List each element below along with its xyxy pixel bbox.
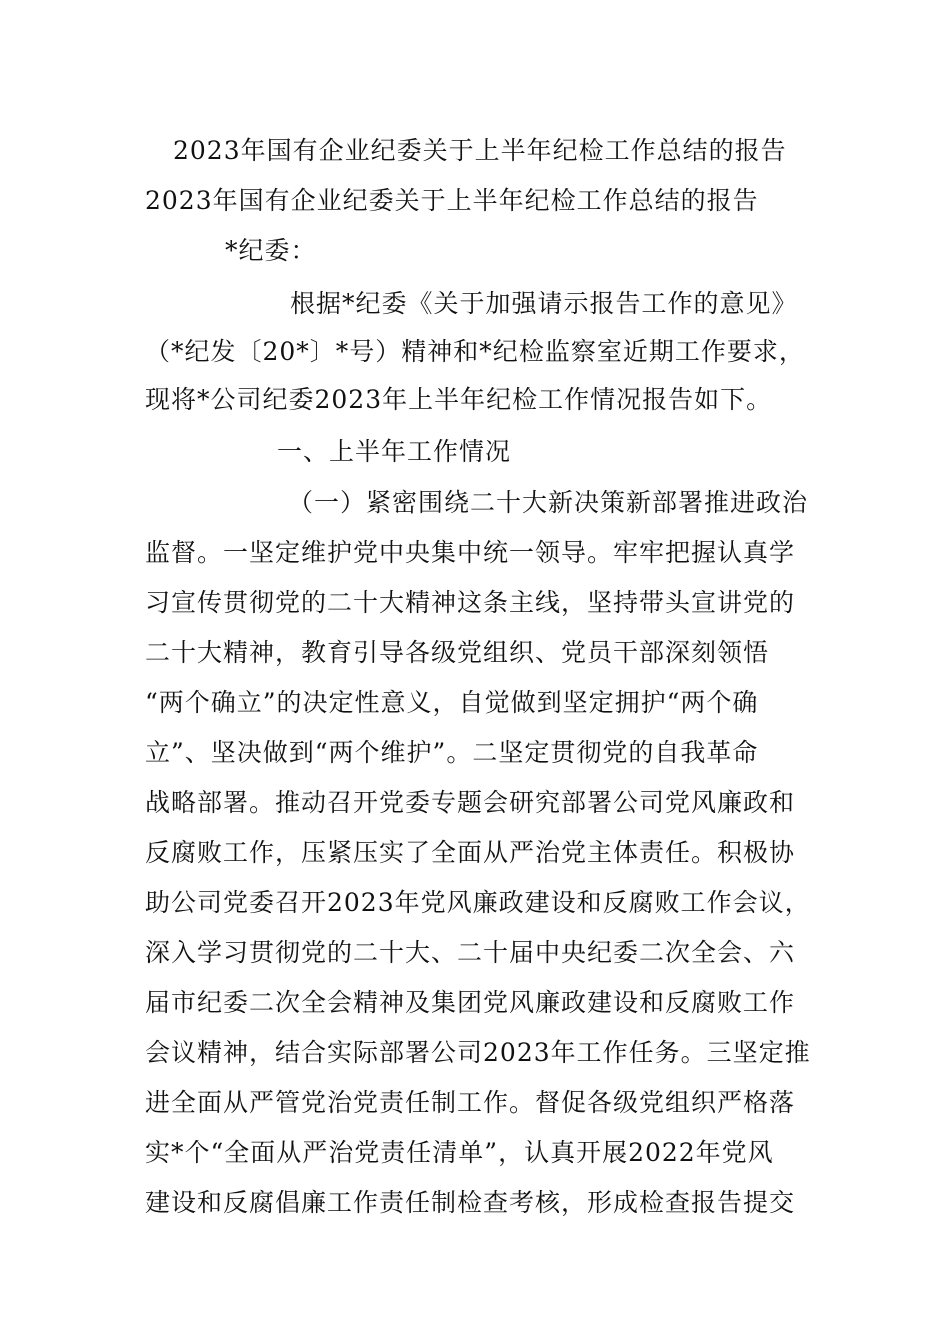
intro-line: 现将*公司纪委2023年上半年纪检工作情况报告如下。 xyxy=(145,385,773,414)
body-line: 深入学习贯彻党的二十大、二十届中央纪委二次全会、六 xyxy=(145,938,796,967)
document-title-line-2: 2023年国有企业纪委关于上半年纪检工作总结的报告 xyxy=(145,186,759,215)
body-line: 二十大精神，教育引导各级党组织、党员干部深刻领悟 xyxy=(145,638,770,667)
body-line: 进全面从严管党治党责任制工作。督促各级党组织严格落 xyxy=(145,1088,796,1117)
body-line: “两个确立”的决定性意义，自觉做到坚定拥护“两个确 xyxy=(145,688,759,717)
body-line: 会议精神，结合实际部署公司2023年工作任务。三坚定推 xyxy=(145,1038,811,1067)
body-line: 立”、坚决做到“两个维护”。二坚定贯彻党的自我革命 xyxy=(145,738,759,767)
body-line: 反腐败工作，压紧压实了全面从严治党主体责任。积极协 xyxy=(145,838,796,867)
body-line: 监督。一坚定维护党中央集中统一领导。牢牢把握认真学 xyxy=(145,538,796,567)
body-line: 习宣传贯彻党的二十大精神这条主线，坚持带头宣讲党的 xyxy=(145,588,796,617)
salutation: *纪委： xyxy=(225,236,317,265)
intro-line: （*纪发〔20*〕*号）精神和*纪检监察室近期工作要求， xyxy=(145,337,805,366)
body-line: 建设和反腐倡廉工作责任制检查考核，形成检查报告提交 xyxy=(145,1188,796,1217)
document-title-line-1: 2023年国有企业纪委关于上半年纪检工作总结的报告 xyxy=(173,136,787,165)
body-line: 实*个“全面从严治党责任清单”，认真开展2022年党风 xyxy=(145,1138,774,1167)
intro-line: 根据*纪委《关于加强请示报告工作的意见》 xyxy=(290,289,798,318)
body-line: 届市纪委二次全会精神及集团党风廉政建设和反腐败工作 xyxy=(145,988,796,1017)
body-line: 战略部署。推动召开党委专题会研究部署公司党风廉政和 xyxy=(145,788,796,817)
section-heading: 一、上半年工作情况 xyxy=(277,437,512,466)
body-line: （一）紧密围绕二十大新决策新部署推进政治 xyxy=(288,488,809,517)
body-line: 助公司党委召开2023年党风廉政建设和反腐败工作会议， xyxy=(145,888,811,917)
